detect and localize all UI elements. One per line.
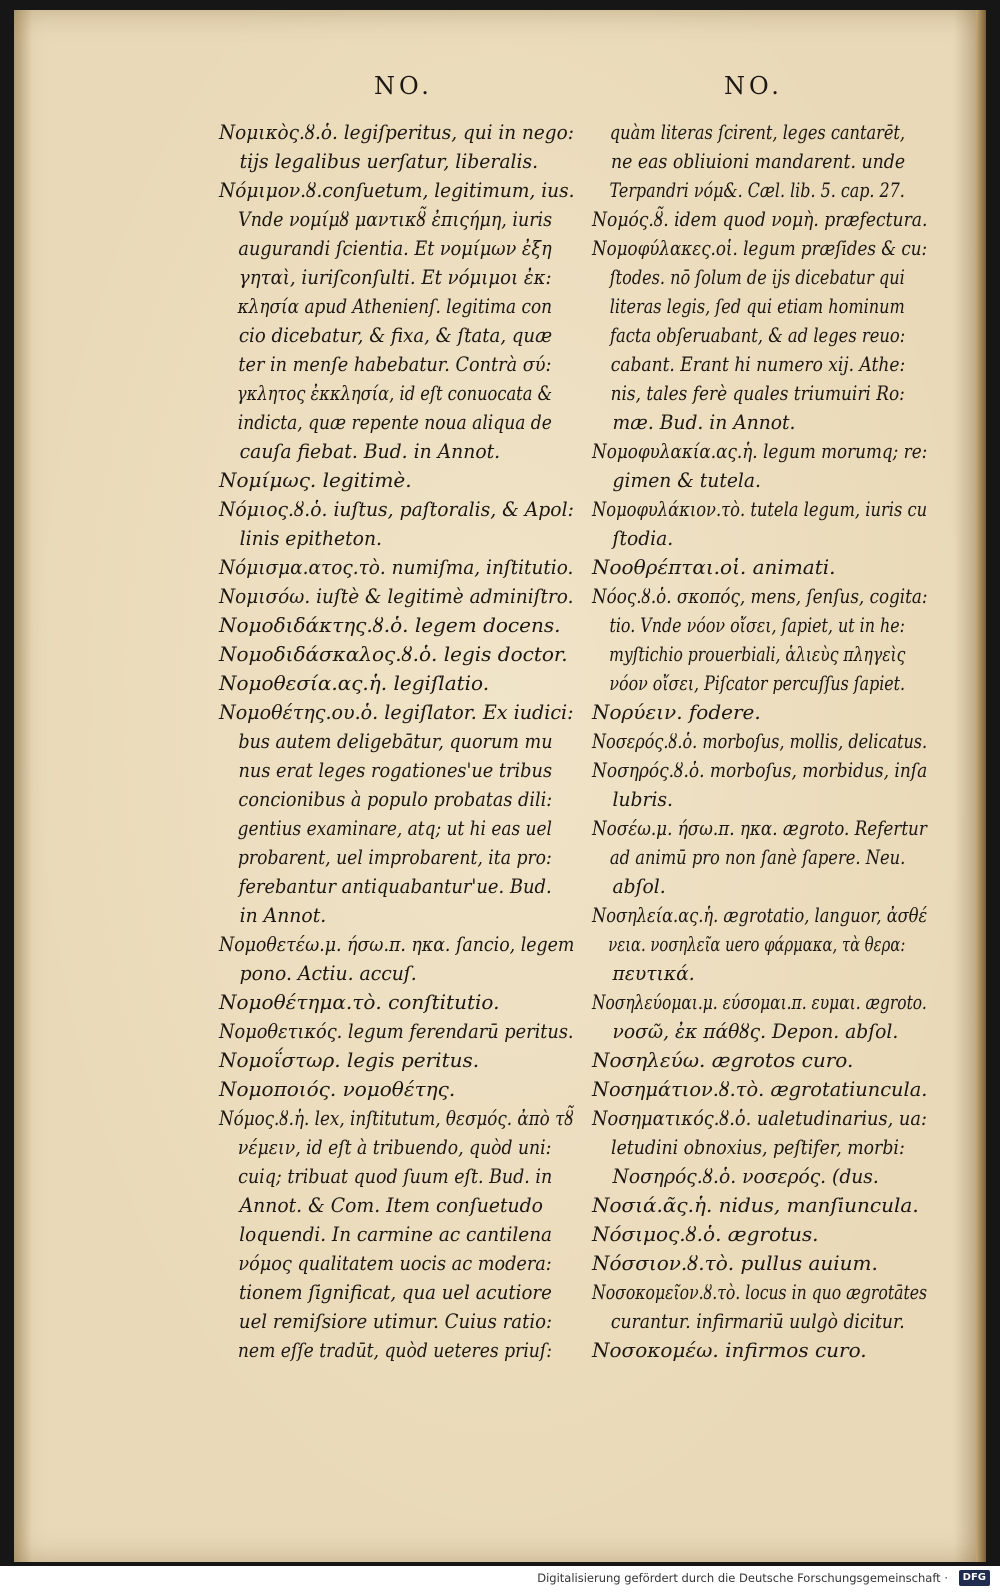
entry-line: Νοσερός.ȣ.ὁ. morboſus, mollis, delicatus. — [592, 729, 928, 753]
entry-line: γηταὶ, iuriſconſulti. Et νόμιμοι ἐκ: — [238, 265, 552, 289]
entry-line: Νομοποιός. νομοθέτης. — [219, 1077, 456, 1101]
entry-line: cio dicebatur, & fixa, & ſtata, quæ — [238, 323, 553, 347]
entry-line: in Annot. — [239, 903, 327, 927]
dictionary-entry — [219, 553, 574, 582]
entry-line: Terpandri νόμ&. Cæl. lib. 5. cap. 27. — [609, 178, 905, 202]
entry-line: uel remiſsiore utimur. Cuius ratio: — [238, 1309, 553, 1333]
dictionary-entry — [592, 234, 927, 437]
entry-line: Νομοδιδάκτης.ȣ.ὁ. legem docens. — [219, 613, 561, 637]
dictionary-entry — [219, 1017, 574, 1046]
entry-line: Νόσσιον.ȣ.τὸ. pullus auium. — [592, 1251, 878, 1275]
entry-line: ſtodes. nō ſolum de ijs dicebatur qui — [609, 265, 905, 289]
entry-line: Νομοθέτημα.τὸ. conſtitutio. — [219, 990, 500, 1014]
dictionary-entry — [219, 640, 574, 669]
entry-line: Νόσιμος.ȣ.ὁ. ægrotus. — [592, 1222, 819, 1246]
entry-line: Νόμιμον.ȣ.conſuetum, legitimum, ius. — [219, 178, 575, 202]
dfg-logo: DFG — [959, 1570, 990, 1586]
entry-line: letudini obnoxius, peſtifer, morbi: — [611, 1135, 905, 1159]
book-page — [14, 10, 986, 1562]
entry-line: Νομοθέτης.ου.ὁ. legiſlator. Ex iudici: — [219, 700, 574, 724]
dictionary-entry — [219, 1046, 574, 1075]
dictionary-entry — [592, 1046, 927, 1075]
entry-line: Νοσηματικός.ȣ.ὁ. ualetudinarius, ua: — [592, 1106, 927, 1130]
entry-line: Νόμιος.ȣ.ὁ. iuſtus, paſtoralis, & Apol: — [219, 497, 574, 521]
dictionary-entry — [219, 611, 574, 640]
entry-line: Νόμισμα.ατος.τὸ. numiſma, inſtitutio. — [219, 555, 574, 579]
entry-line: nem eſſe tradūt, quòd ueteres priuſ: — [237, 1338, 552, 1362]
dictionary-entry — [219, 930, 574, 988]
entry-line: indicta, quæ repente noua aliqua de — [237, 410, 552, 434]
dictionary-entry — [219, 118, 574, 176]
binding-edge — [976, 10, 986, 1562]
entry-line: Νοσημάτιον.ȣ.τὸ. ægrotatiuncula. — [592, 1077, 928, 1101]
dictionary-entry — [592, 1075, 927, 1104]
entry-line: Νόμος.ȣ.ἡ. lex, inſtitutum, θεσμός. ἀπὸ τȣ̃ — [219, 1106, 574, 1130]
entry-line: myſtichio prouerbiali, ἁλιεὺς πληγεὶς — [609, 642, 906, 666]
dictionary-entry — [592, 901, 927, 988]
dictionary-entry — [219, 698, 574, 930]
dictionary-entry — [592, 553, 927, 582]
entry-line: Νομοθετέω.μ. ήσω.π. ηκα. ſancio, legem — [219, 932, 575, 956]
dictionary-entry — [592, 727, 927, 756]
entry-line: nis, tales ferè quales triumuiri Ro: — [610, 381, 905, 405]
entry-line: concionibus à populo probatas dili: — [238, 787, 553, 811]
dictionary-entry — [592, 1220, 927, 1249]
dictionary-entry — [219, 988, 574, 1017]
entry-line: Annot. & Com. Item conſuetudo — [239, 1193, 543, 1217]
entry-line: Νομοφυλακία.ας.ἡ. legum morumq; re: — [592, 439, 928, 463]
entry-line: Νοσοκομεῖον.ȣ.τὸ. locus in quo ægrotātes — [592, 1280, 928, 1304]
dictionary-entry — [219, 1104, 574, 1365]
entry-line: Νομός.ȣ̃. idem quod νομὴ. præfectura. — [592, 207, 928, 231]
entry-line: Νομοφυλάκιον.τὸ. tutela legum, iuris cu — [592, 497, 928, 521]
entry-line: Νοσηρός.ȣ.ὁ. morboſus, morbidus, inſa — [592, 758, 928, 782]
dictionary-entry — [592, 756, 927, 814]
entry-line: facta obſeruabant, & ad leges reuo: — [609, 323, 906, 347]
entry-line: pono. Actiu. accuſ. — [239, 961, 417, 985]
entry-line: κλησία apud Athenienſ. legitima con — [237, 294, 553, 318]
entry-line: quàm literas ſcirent, leges cantarēt, — [609, 120, 906, 144]
funding-credit: Digitalisierung gefördert durch die Deutsche Forschungsgemeinschaft · — [537, 1571, 948, 1585]
entry-line: Νομικὸς.ȣ.ὁ. legiſperitus, qui in nego: — [219, 120, 574, 144]
dictionary-entry — [592, 1249, 927, 1278]
entry-line: νοσῶ, ἐκ πάθȣς. Depon. abſol. — [612, 1019, 899, 1043]
entry-line: ferebantur antiquabantur'ue. Bud. — [238, 874, 552, 898]
entry-line: νεια. νοσηλεῖα uero φάρμακα, τὰ θερα: — [608, 932, 906, 956]
dictionary-entry — [219, 495, 574, 553]
entry-line: Νόος.ȣ.ὁ. σκοπός, mens, ſenſus, cogita: — [592, 584, 928, 608]
entry-line: Νοσοκομέω. infirmos curo. — [592, 1338, 867, 1362]
entry-line: curantur. infirmariū uulgò dicitur. — [610, 1309, 905, 1333]
entry-line: linis epitheton. — [239, 526, 383, 550]
entry-line: Νοσηλεύομαι.μ. εύσομαι.π. ευμαι. ægroto. — [592, 990, 927, 1014]
entry-line: gentius examinare, atq; ut hi eas uel — [237, 816, 552, 840]
entry-line: tionem ſignificat, qua uel acutiore — [238, 1280, 552, 1304]
dictionary-entry — [219, 669, 574, 698]
entry-line: probarent, uel improbarent, ita pro: — [237, 845, 552, 869]
dictionary-entry — [219, 176, 574, 466]
entry-line: cauſa fiebat. Bud. in Annot. — [239, 439, 501, 463]
entry-line: abſol. — [612, 874, 666, 898]
left-column — [219, 118, 574, 1365]
dictionary-entry — [592, 1191, 927, 1220]
entry-line: Νοσηρός.ȣ.ὁ. νοσερός. (dus. — [612, 1164, 879, 1188]
entry-line: gimen & tutela. — [612, 468, 761, 492]
dictionary-entry — [592, 1104, 927, 1191]
dictionary-entry — [592, 205, 927, 234]
entry-line: lubris. — [612, 787, 673, 811]
entry-line: νόμος qualitatem uocis ac modera: — [238, 1251, 552, 1275]
entry-line: ne eas obliuioni mandarent. unde — [611, 149, 906, 173]
entry-line: νέμειν, id eſt à tribuendo, quòd uni: — [237, 1135, 552, 1159]
running-head-left: NO. — [374, 72, 433, 100]
dictionary-entry — [592, 437, 927, 495]
entry-line: Νοσέω.μ. ήσω.π. ηκα. ægroto. Refertur — [592, 816, 927, 840]
entry-line: cabant. Erant hi numero xij. Athe: — [610, 352, 906, 376]
entry-line: ter in menſe habebatur. Contrà σύ: — [238, 352, 552, 376]
entry-line: literas legis, ſed qui etiam hominum — [609, 294, 905, 318]
entry-line: tijs legalibus uerſatur, liberalis. — [239, 149, 539, 173]
running-head-right: NO. — [724, 72, 783, 100]
dictionary-entry — [592, 1278, 927, 1336]
entry-line: Νοσηλεύω. ægrotos curo. — [592, 1048, 854, 1072]
entry-line: tio. Vnde νόον οἴσει, ſapiet, ut in he: — [609, 613, 906, 637]
dictionary-entry — [592, 988, 927, 1046]
entry-line: Νοσιά.ᾶς.ἡ. nidus, manſiuncula. — [592, 1193, 919, 1217]
entry-line: Νομοΐστωρ. legis peritus. — [219, 1048, 480, 1072]
entry-line: loquendi. In carmine ac cantilena — [239, 1222, 553, 1246]
dictionary-entry — [592, 814, 927, 901]
dictionary-entry — [219, 582, 574, 611]
dictionary-entry — [219, 1075, 574, 1104]
entry-line: Νομοθεσία.ας.ἡ. legiſlatio. — [219, 671, 490, 695]
entry-line: ad animū pro non ſanè ſapere. Neu. — [609, 845, 906, 869]
entry-line: ſtodia. — [612, 526, 674, 550]
entry-line: νόον οἴσει, Piſcator percuſſus ſapiet. — [609, 671, 906, 695]
entry-line: Νομοφύλακες.οἱ. legum præſides & cu: — [592, 236, 928, 260]
entry-line: Vnde νομίμȣ μαντικȣ̃ ἐπιςήμη, iuris — [238, 207, 553, 231]
entry-line: Νομοθετικός. legum ferendarū peritus. — [219, 1019, 574, 1043]
dictionary-entry — [219, 466, 574, 495]
entry-line: Νοσηλεία.ας.ἡ. ægrotatio, languor, ἀσθέ — [592, 903, 928, 927]
dictionary-entry — [592, 582, 927, 698]
entry-line: γκλητος ἐκκλησία, id eſt conuocata & — [236, 381, 553, 405]
right-column — [592, 118, 927, 1365]
entry-line: Νομισόω. iuſtè & legitimè adminiſtro. — [219, 584, 574, 608]
entry-line: Νομίμως. legitimè. — [219, 468, 412, 492]
entry-line: mæ. Bud. in Annot. — [612, 410, 796, 434]
entry-line: nus erat leges rogationes'ue tribus — [238, 758, 553, 782]
entry-line: Νομοδιδάσκαλος.ȣ.ὁ. legis doctor. — [219, 642, 568, 666]
entry-line: Νορύειν. fodere. — [592, 700, 761, 724]
dictionary-entry — [592, 495, 927, 553]
footer-bar — [0, 1566, 1000, 1592]
dictionary-entry — [592, 698, 927, 727]
dictionary-entry — [592, 118, 927, 205]
entry-line: bus autem deligebātur, quorum mu — [238, 729, 553, 753]
dictionary-entry — [592, 1336, 927, 1365]
entry-line: πευτικά. — [612, 961, 695, 985]
entry-line: cuiq; tribuat quod ſuum eſt. Bud. in — [238, 1164, 553, 1188]
entry-line: augurandi ſcientia. Et νομίμων ἐξη — [238, 236, 552, 260]
entry-line: Νοοθρέπται.οἱ. animati. — [592, 555, 836, 579]
